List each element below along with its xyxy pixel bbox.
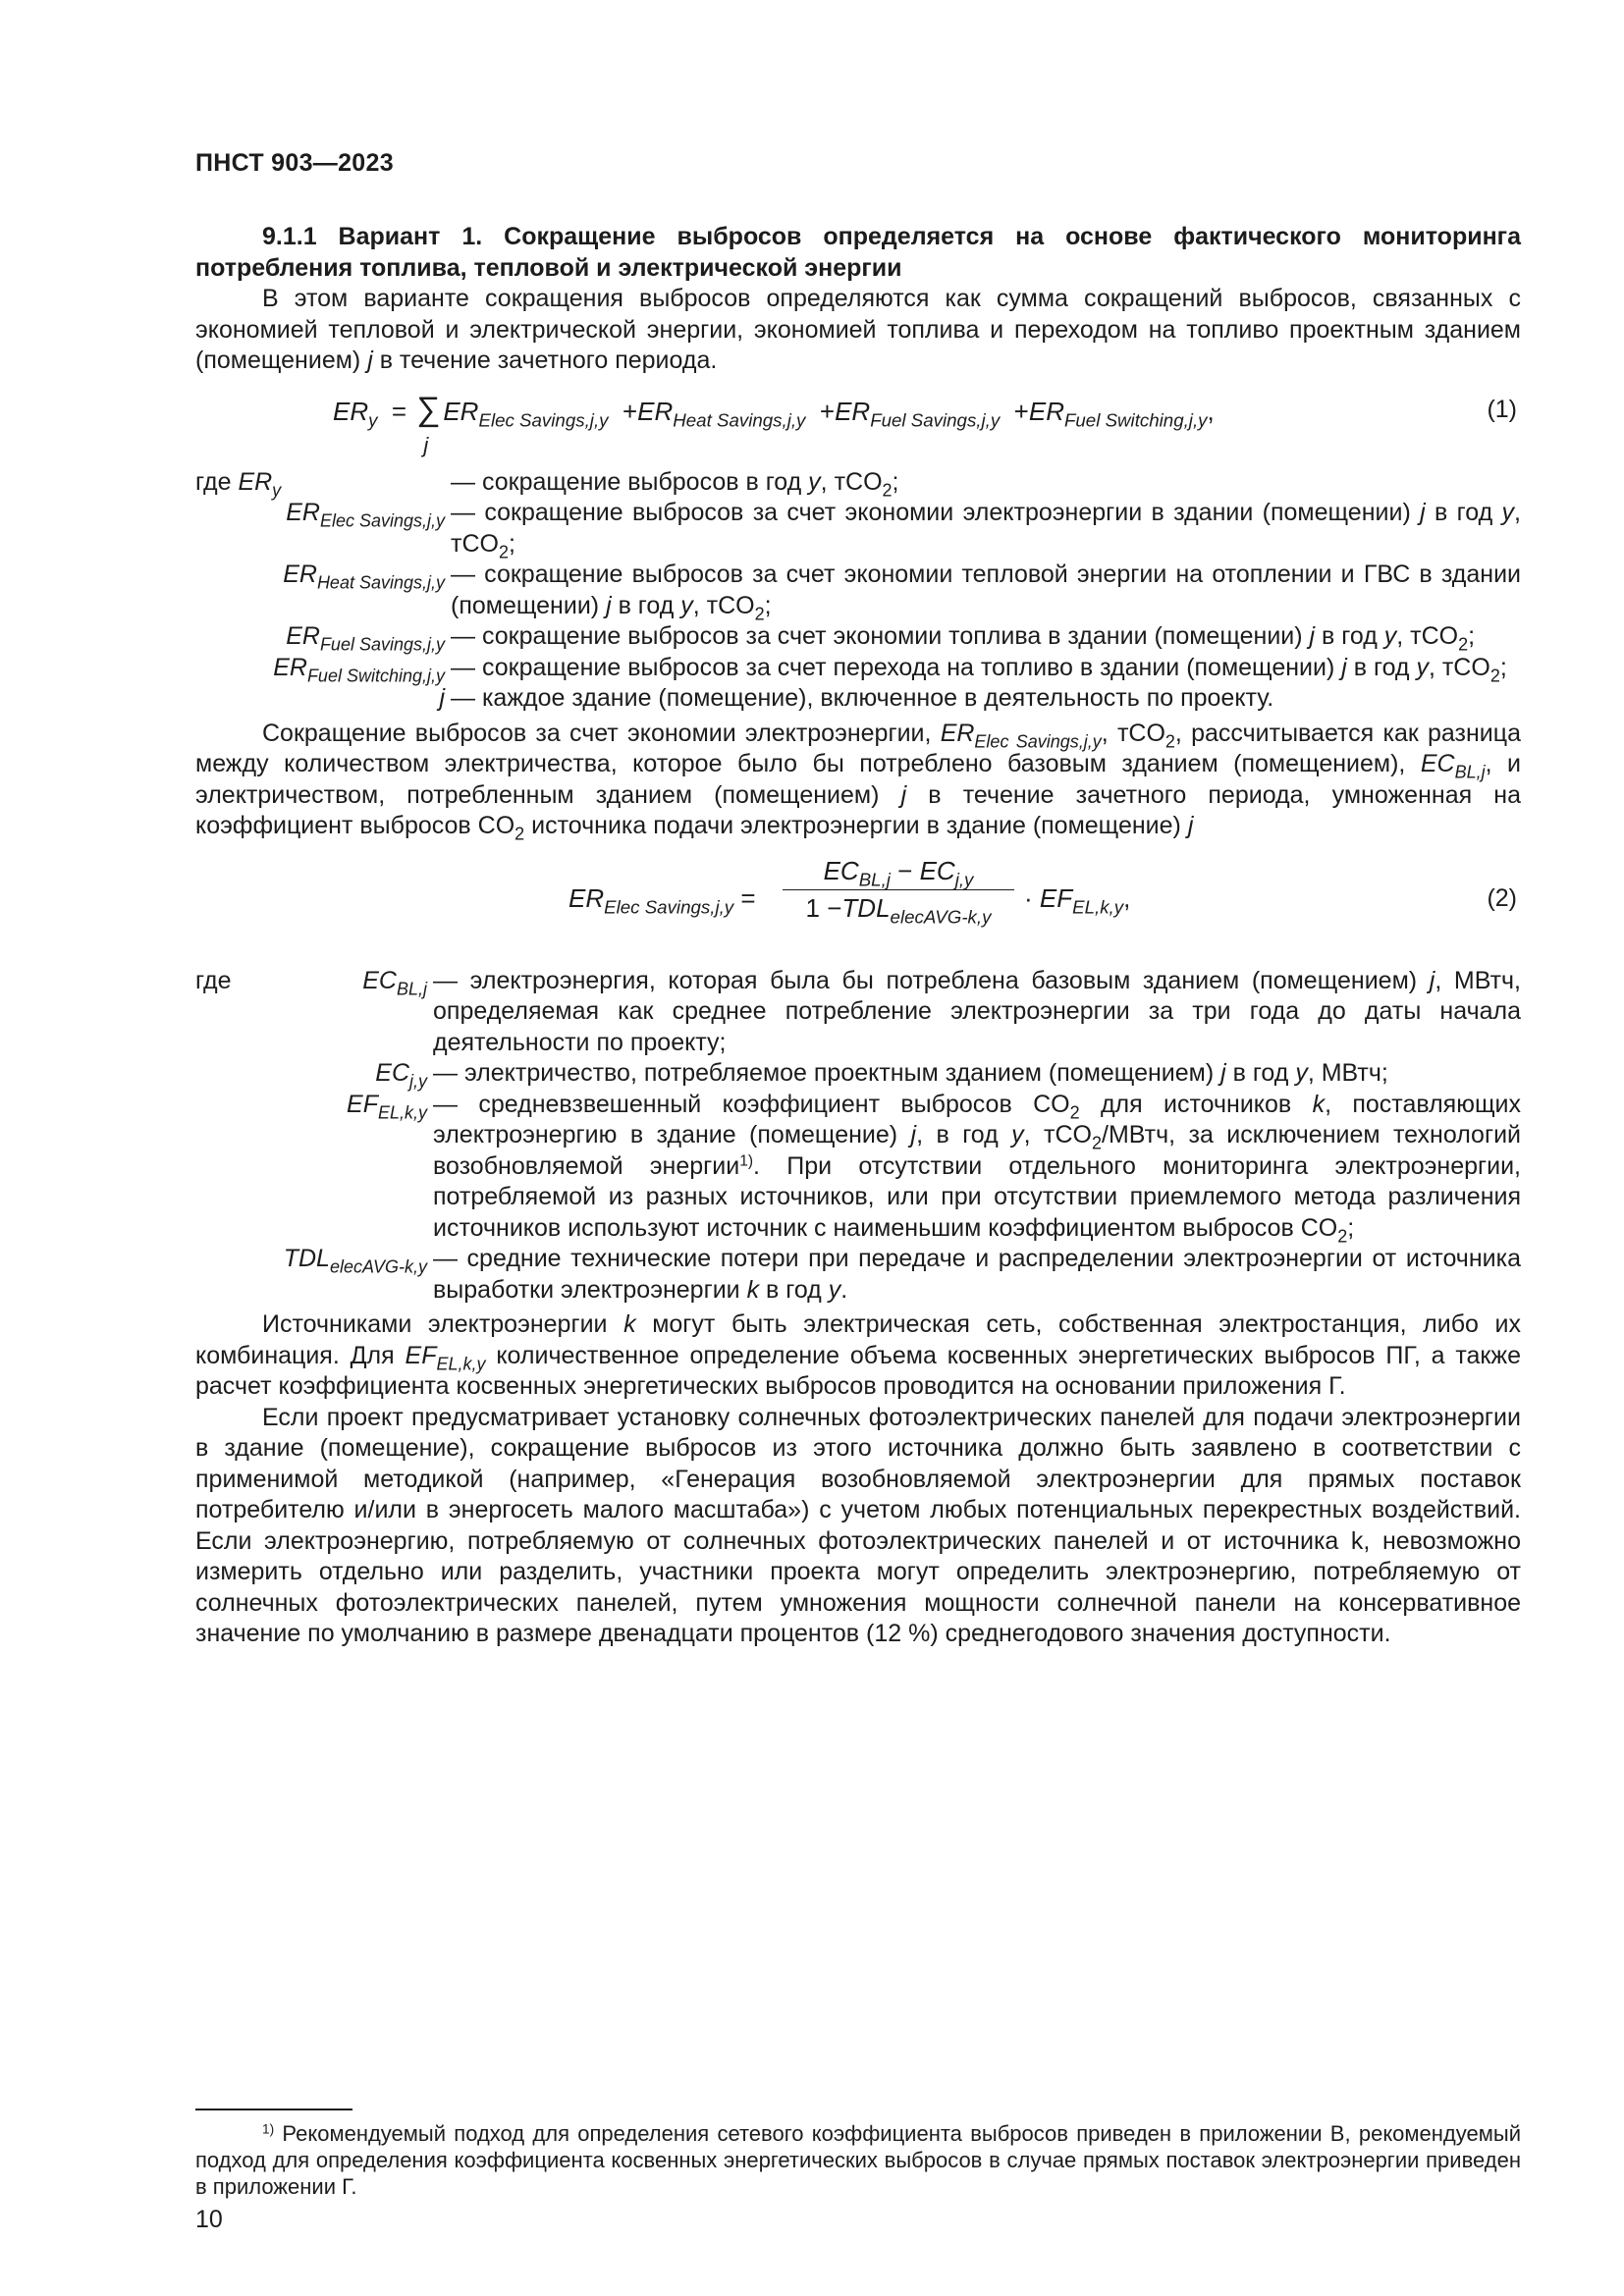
definition-description: — сокращение выбросов в год y, тCO$_2$; xyxy=(451,467,899,500)
f1-term4-sub: Fuel Switching,j,y xyxy=(1063,409,1208,431)
definition-description: — средневзвешенный коэффициент выбросов $CO_2$ для источников k, поставляющих электроэнергию в здание (помещение) j, в год y, тCO$_2$/МВтч, за исключением технологий возобновляемой энергии$^{1)}$. При отсутствии отдельного мониторинга электроэнергии, потребляемой из разных источников, или при отсутствии приемлемого метода различения источников используют источник с наименьшим коэффициентом выбросов $CO_2$; xyxy=(433,1090,1522,1246)
definition-description: — сокращение выбросов за счет экономии топлива в здании (помещении) j в год y, тCO$_2$; xyxy=(451,622,1476,655)
definition-term: $ER_{Fuel Savings,j,y}$ xyxy=(286,622,445,655)
formula-2 xyxy=(195,856,1521,958)
paragraph-sources: Источниками электроэнергии k могут быть электрическая сеть, собственная электростанция, либо их комбинация. Для $EF_{EL,k,y}$ количественное определение объема косвенных энергетических выбросов ПГ, а также расчет коэффициента косвенных энергетических выбросов проводится на основании приложения Г. xyxy=(195,1310,1521,1400)
footnote xyxy=(195,2120,1521,2200)
f2-num-b-sub: j,y xyxy=(954,869,974,890)
fraction-numerator: $EC_{BL,j} - EC_{j,y}$ xyxy=(783,856,1014,891)
definition-term: $ER_{Fuel Switching,j,y}$ xyxy=(273,653,445,685)
definition-term: где $EC_{BL,j}$ xyxy=(195,966,427,998)
paragraph-solar: Если проект предусматривает установку солнечных фотоэлектрических панелей для подачи электроэнергии в здание (помещение), сокращение выбросов из этого источника должно быть заявлено в соответствии с применимой методикой (например, «Генерация возобновляемой электроэнергии для прямых поставок потребителю и/или в энергосеть малого масштаба») с учетом любых потенциальных перекрестных воздействий. Если электроэнергию, потребляемую от солнечных фотоэлектрических панелей и от источника k, невозможно измерить отдельно или разделить, участники проекта могут определить электроэнергию, потребляемую от солнечных фотоэлектрических панелей, путем умножения мощности солнечной панели на консервативное значение по умолчанию в размере двенадцати процентов (12 %) среднегодового значения доступности. xyxy=(195,1403,1521,1647)
definition-description: — электричество, потребляемое проектным зданием (помещением) j в год y, МВтч; xyxy=(433,1059,1388,1087)
section-heading: 9.1.1 Вариант 1. Сокращение выбросов определяется на основе фактического мониторинга потребления топлива, тепловой и электрической энергии xyxy=(195,223,1521,282)
definition-term: $ER_{Elec Savings,j,y}$ xyxy=(286,499,445,531)
f2-num-a-sub: BL,j xyxy=(858,869,891,890)
definitions-list-2 xyxy=(195,966,1521,1307)
f1-lhs: ER xyxy=(333,396,369,426)
definition-term: $EC_{j,y}$ xyxy=(375,1059,427,1092)
f1-term3-sub: Fuel Savings,j,y xyxy=(870,409,1001,431)
f2-den-b-sub: elecAVG-k,y xyxy=(890,906,992,928)
formula-2-number: (2) xyxy=(1487,883,1517,912)
f1-term4: ER xyxy=(1028,396,1064,426)
f1-term1-sub: Elec Savings,j,y xyxy=(478,409,609,431)
f2-den-a: 1 − xyxy=(805,893,842,923)
f2-num-a: EC xyxy=(823,855,859,885)
formula-1-number: (1) xyxy=(1487,395,1517,423)
fraction-denominator xyxy=(783,890,1014,928)
f1-term1: ER xyxy=(443,396,479,426)
f1-lhs-sub: y xyxy=(368,409,378,431)
paragraph-elec-savings: Сокращение выбросов за счет экономии электроэнергии, $ER_{Elec Savings,j,y}$, тCO$_2$, рассчитывается как разница между количеством электричества, которое было бы потреблено базовым зданием (помещением), $EC_{BL,j}$, и электричеством, потребленным зданием (помещением) j в течение зачетного периода, умноженная на коэффициент выбросов $CO_2$ источника подачи электроэнергии в здание (помещение) j xyxy=(195,719,1522,844)
definition-description: — каждое здание (помещение), включенное в деятельность по проекту. xyxy=(451,684,1274,712)
f2-rhs-sub: EL,k,y xyxy=(1072,896,1124,918)
definition-term: j xyxy=(439,684,445,712)
footnote-divider xyxy=(195,2109,352,2110)
f1-term3: ER xyxy=(835,396,871,426)
f2-rhs: EF xyxy=(1039,882,1073,913)
definitions-list-1 xyxy=(195,467,1521,715)
definition-description: — средние технические потери при передаче и распределении электроэнергии от источника выработки электроэнергии k в год y. xyxy=(433,1245,1521,1304)
definition-term: где $ER_y$ xyxy=(195,467,282,500)
definition-term: $EF_{EL,k,y}$ xyxy=(347,1090,427,1122)
definition-term: $ER_{Heat Savings,j,y}$ xyxy=(283,561,445,593)
f1-term2-sub: Heat Savings,j,y xyxy=(673,409,806,431)
formula-2-lhs: $ER_{Elec Savings,j,y}$ = xyxy=(568,882,756,918)
page-number: 10 xyxy=(195,2206,223,2233)
definition-description: — сокращение выбросов за счет экономии электроэнергии в здании (помещении) j в год y, тCO$_2$; xyxy=(451,499,1521,561)
footnote-text: Рекомендуемый подход для определения сетевого коэффициента выбросов приведен в приложении В, рекомендуемый подход для определения коэффициента косвенных энергетических выбросов в случае прямых поставок электроэнергии приведен в приложении Г. xyxy=(195,2121,1521,2199)
definition-description: — сокращение выбросов за счет перехода на топливо в здании (помещении) j в год y, тCO$_2$; xyxy=(451,653,1507,685)
f2-den-b: TDL xyxy=(841,893,891,923)
f2-num-b: EC xyxy=(919,855,955,885)
intro-paragraph: В этом варианте сокращения выбросов определяются как сумма сокращений выбросов, связанных с экономией тепловой и электрической энергии, экономией топлива и переходом на топливо проектным зданием (помещением) j в течение зачетного периода. xyxy=(195,285,1521,374)
footnote-mark: 1) xyxy=(262,2121,275,2137)
formula-1 xyxy=(195,383,1521,459)
definition-description: — сокращение выбросов за счет экономии тепловой энергии на отоплении и ГВС в здании (помещении) j в год y, тCO$_2$; xyxy=(451,561,1521,623)
main-content xyxy=(195,222,1521,1650)
formula-1-expression: $ER_y$ = ∑ j $ER_{Elec Savings,j,y} +ER_{Heat Savings,j,y} +ER_{Fuel Savings,j,y} +ER_{Fuel Switching,j,y}$, xyxy=(333,395,1215,428)
sum-symbol: ∑ j xyxy=(413,395,443,428)
formula-2-fraction xyxy=(783,855,1014,928)
formula-2-rhs: · $EF_{EL,k,y}$, xyxy=(1024,882,1131,918)
f2-lhs-sub: Elec Savings,j,y xyxy=(604,896,734,918)
definition-term: $TDL_{elecAVG-k,y}$ xyxy=(283,1245,427,1277)
sum-index: j xyxy=(423,432,429,457)
document-header: ПНСТ 903—2023 xyxy=(195,149,394,177)
f1-term2: ER xyxy=(637,396,674,426)
f2-lhs: ER xyxy=(568,882,605,913)
definition-description: — электроэнергия, которая была бы потреблена базовым зданием (помещением) j, МВтч, определяемая как среднее потребление электроэнергии за три года до даты начала деятельности по проекту; xyxy=(433,966,1522,1056)
